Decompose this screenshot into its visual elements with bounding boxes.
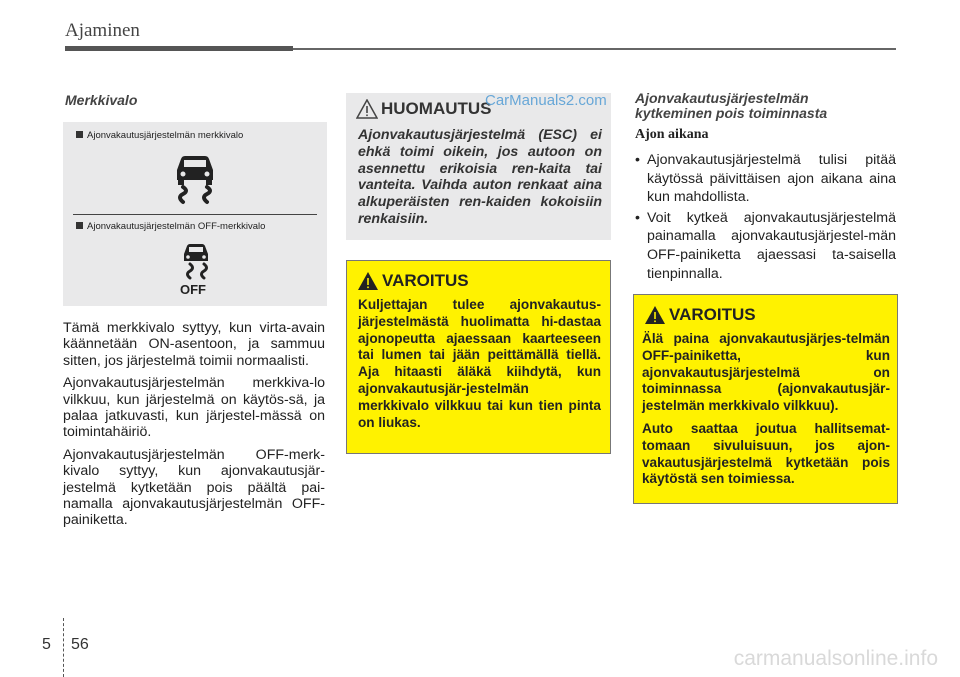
- chapter-title: Ajaminen: [65, 20, 140, 41]
- panel-divider: [73, 214, 317, 215]
- paragraph: Ajonvakautusjärjestelmän merkkiva-lo vilkkuu, kun järjestelmä on käytös-sä, ja palaa jatkuvasti, kun järjestel-mässä on toimintahäiriö.: [63, 375, 325, 441]
- list-item: • Voit kytkeä ajonvakautusjärjestelmä painamalla ajonvakautusjärjestel-män OFF-painiketta ajaessasi ta-saisella tienpinnalla.: [635, 209, 896, 283]
- bullet-list: [635, 151, 896, 285]
- heading-line: kytkeminen pois toiminnasta: [635, 105, 828, 121]
- caution-icon: [356, 99, 378, 119]
- indicator-panel: [63, 122, 327, 306]
- heading-line: Ajonvakautusjärjestelmän: [635, 90, 809, 106]
- warning-title: VAROITUS: [669, 305, 756, 324]
- footer-divider: [63, 618, 64, 677]
- page-number: 56: [71, 636, 89, 653]
- esc-off-indicator-icon: [174, 240, 218, 284]
- watermark: CarManuals2.com: [485, 92, 607, 109]
- header-bar: [65, 46, 293, 51]
- footer-brand: carmanualsonline.info: [733, 647, 938, 670]
- paragraph: Älä paina ajonvakautusjärjes-telmän OFF-painiketta, kun ajonvakautusjärjestelmä on toiminnassa (ajonvakautusjär-jestelmän merkkivalo vilkkuu).: [642, 331, 890, 414]
- off-label: OFF: [180, 282, 206, 297]
- notice-box: [346, 93, 611, 240]
- subheading: Ajon aikana: [635, 127, 709, 142]
- label-esc-indicator: Ajonvakautusjärjestelmän merkkivalo: [76, 130, 243, 141]
- list-item: • Ajonvakautusjärjestelmä tulisi pitää käytössä päivittäisen ajon aikana aina kun mahdollista.: [635, 151, 896, 207]
- paragraph: Tämä merkkivalo syttyy, kun virta-avain käännetään ON-asentoon, ja sammuu sitten, jos järjestelmä toimii normaalisti.: [63, 320, 325, 369]
- paragraph: Auto saattaa joutua hallitsemat-tomaan sivuluisuun, jos ajon-vakautusjärjestelmä kytketään pois käytöstä sen toimiessa.: [642, 420, 890, 487]
- warning-title: VAROITUS: [382, 271, 469, 290]
- warning-box-right: [633, 294, 898, 504]
- warning-text: Kuljettajan tulee ajonvakautus-järjestelmästä huolimatta hi-dastaa ajonopeutta ajaessaan kaarteeseen tai lumen tai jään peittämällä tiellä. Aja hitaasti äläkä kiihdytä, kun ajonvakautusjär-jestelmän merkkivalo vilkkuu tai kun tien pinta on liukas.: [358, 297, 601, 430]
- warning-box: [346, 260, 611, 454]
- warning-icon: [644, 305, 666, 325]
- section-heading-indicator: Merkkivalo: [65, 92, 138, 108]
- left-body: [63, 320, 325, 535]
- paragraph: Ajonvakautusjärjestelmän OFF-merk-kivalo syttyy, kun ajonvakautusjär-jestelmä kytketään pois päältä pai-namalla ajonvakautusjärjestelmän OFF-painiketta.: [63, 446, 325, 529]
- header-rule: [293, 48, 896, 50]
- notice-title: HUOMAUTUS: [381, 99, 492, 118]
- warning-text: [642, 331, 890, 494]
- chapter-number: 5: [42, 636, 51, 653]
- section-heading-esc-off: [635, 91, 827, 121]
- notice-text: Ajonvakautusjärjestelmä (ESC) ei ehkä toimi oikein, jos autoon on asennettu erikoisia ren-kaita tai vanteita. Vaihda auton renkaat aina alkuperäisten ren-kaiden kokoisiin renkaisiin.: [358, 127, 602, 227]
- label-esc-off-indicator: Ajonvakautusjärjestelmän OFF-merkkivalo: [76, 221, 265, 232]
- warning-icon: [357, 271, 379, 291]
- esc-indicator-icon: [167, 150, 223, 206]
